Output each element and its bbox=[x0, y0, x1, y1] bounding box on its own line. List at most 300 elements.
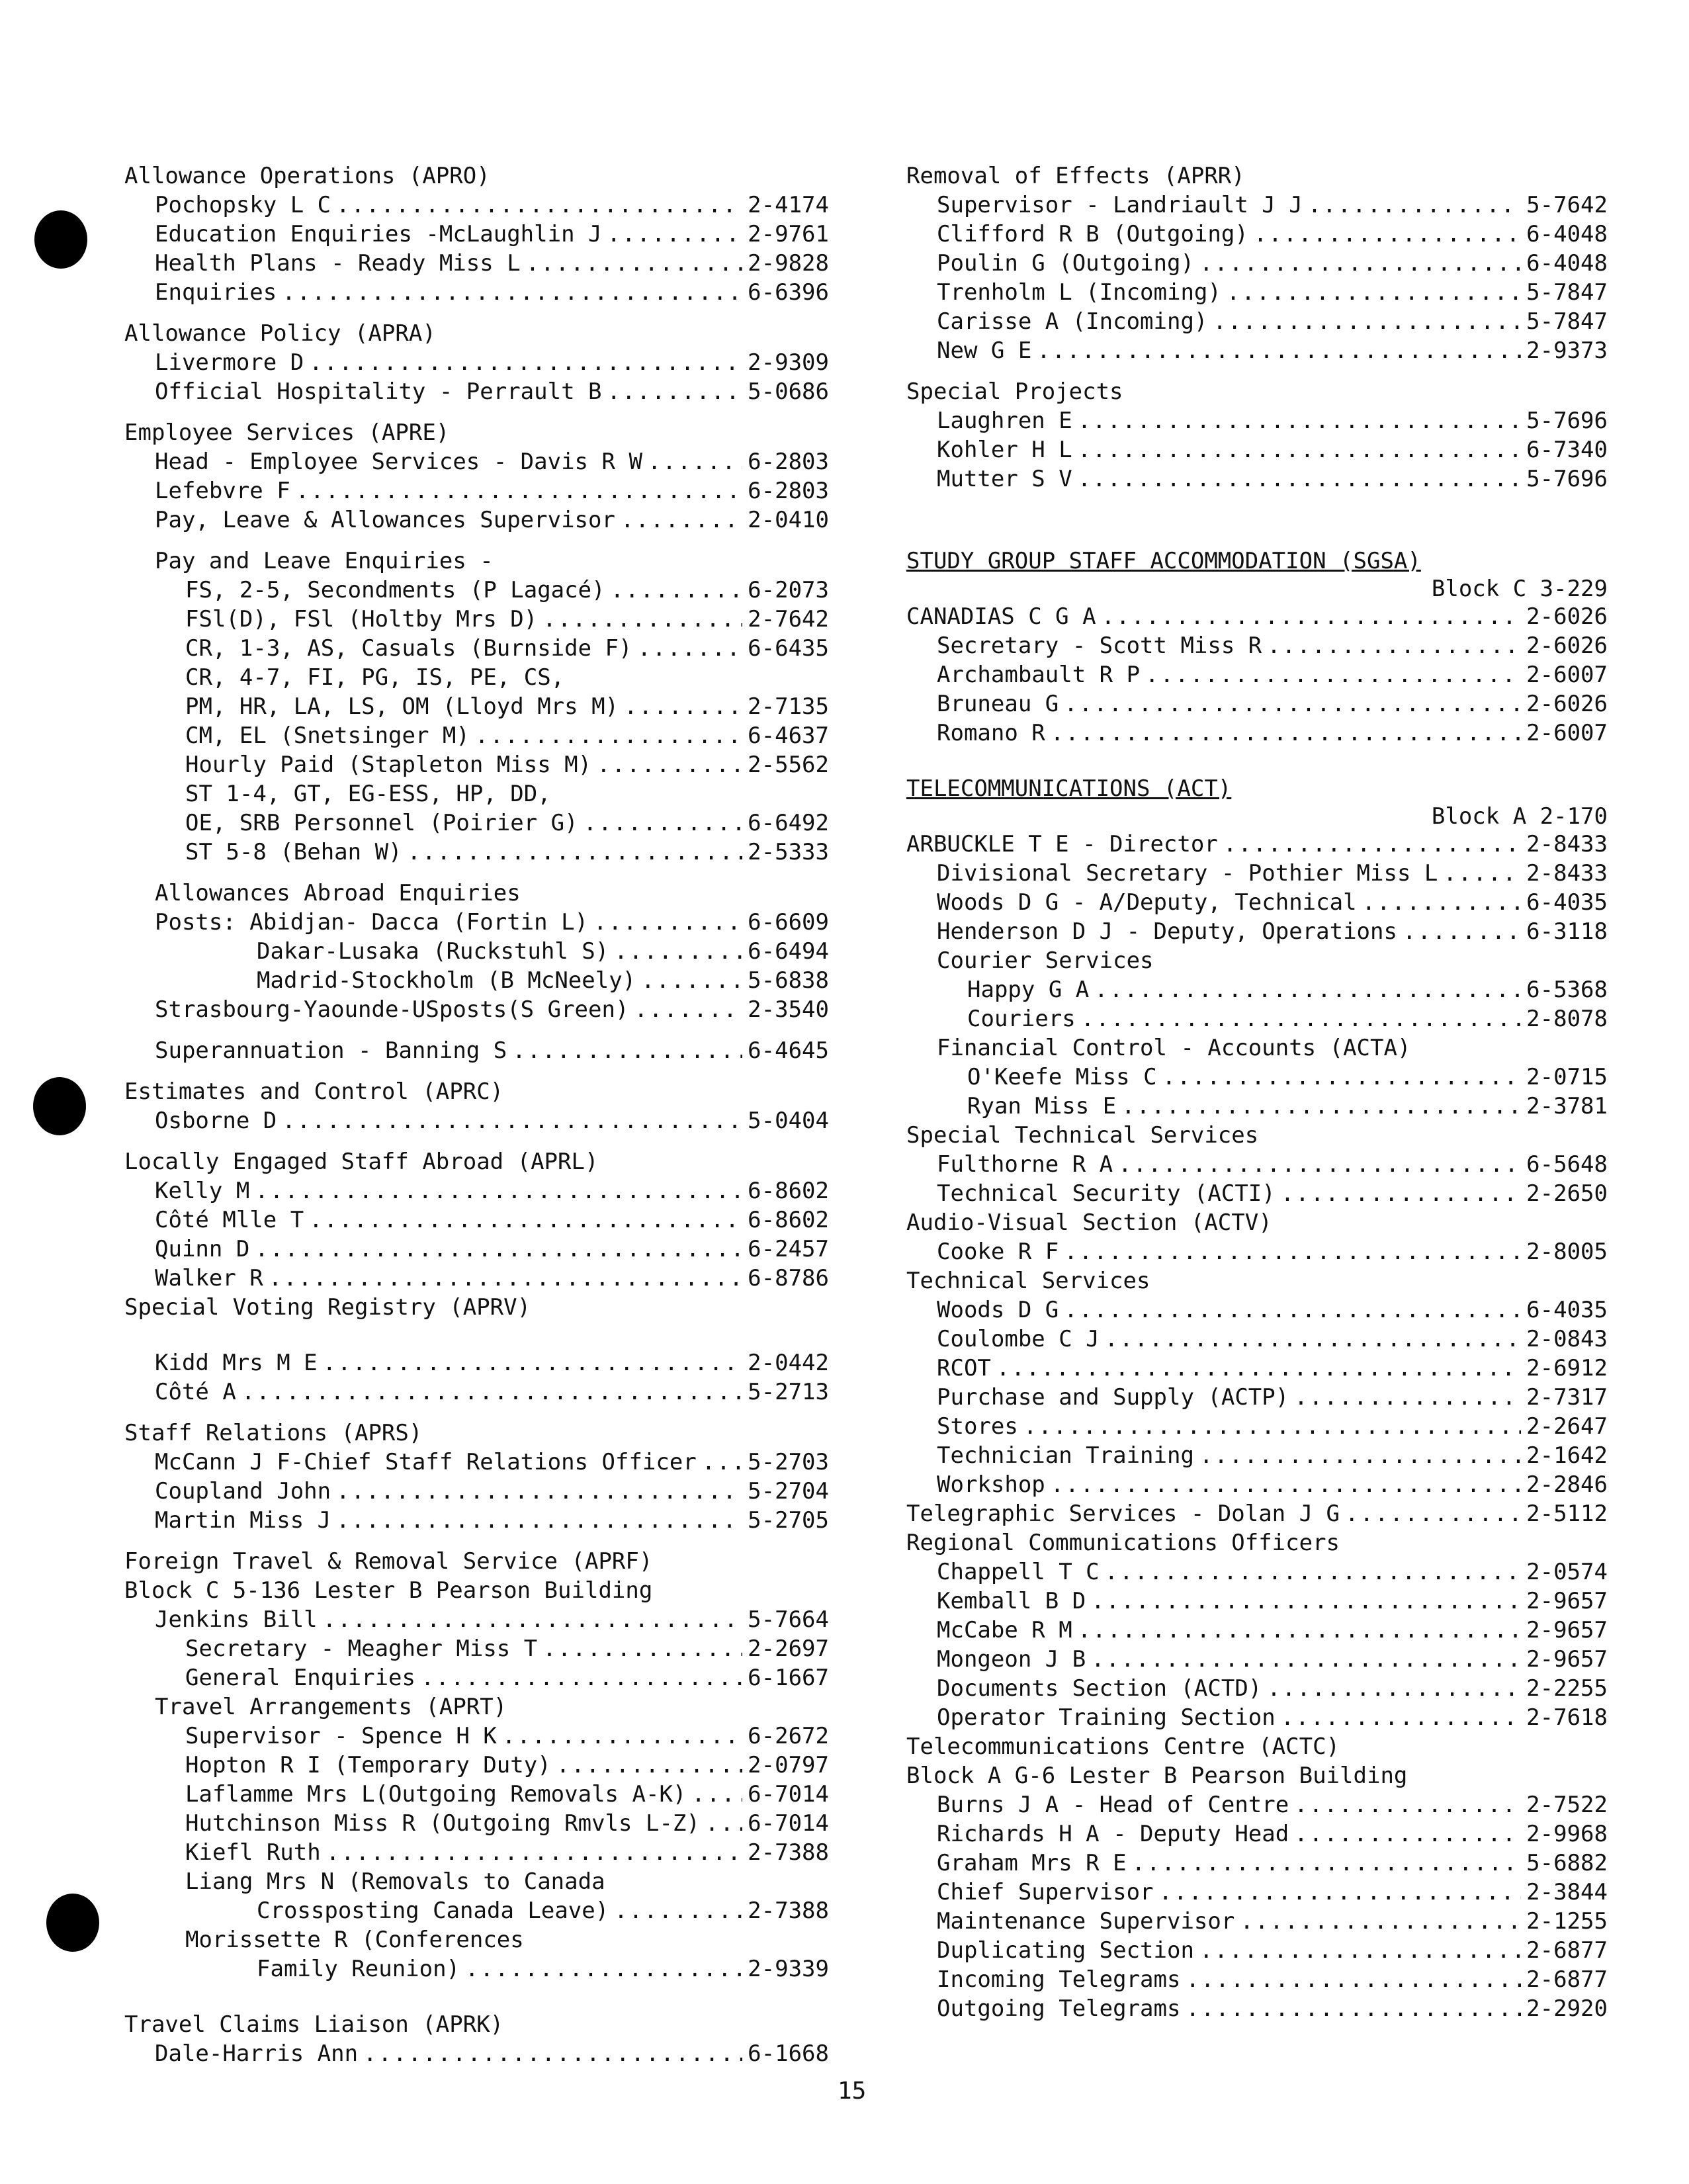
entry-name: Incoming Telegrams bbox=[937, 1966, 1181, 1993]
entry-name: Duplicating Section bbox=[937, 1937, 1194, 1964]
entry-phone: 2-2920 bbox=[1526, 1995, 1608, 2022]
leader-dots bbox=[1281, 1179, 1521, 1208]
directory-entry bbox=[124, 1506, 829, 1535]
leader-dots bbox=[702, 1448, 742, 1477]
section-heading: Technical Services bbox=[906, 1268, 1150, 1294]
entry-name: General Enquiries bbox=[185, 1665, 415, 1691]
punch-hole-bottom bbox=[46, 1894, 99, 1952]
entry-phone: 2-2647 bbox=[1526, 1413, 1608, 1440]
leader-dots bbox=[597, 750, 742, 779]
directory-entry bbox=[906, 1004, 1608, 1033]
directory-entry bbox=[906, 1936, 1608, 1965]
leader-dots bbox=[1240, 1907, 1521, 1936]
entry-name: Poulin G (Outgoing) bbox=[937, 250, 1194, 277]
leader-dots bbox=[241, 1377, 742, 1407]
punch-hole-top bbox=[34, 210, 87, 269]
section-heading: Pay and Leave Enquiries - bbox=[155, 548, 494, 574]
directory-entry bbox=[124, 1205, 829, 1235]
entry-name: Documents Section (ACTD) bbox=[937, 1675, 1262, 1702]
entry-phone: 2-5112 bbox=[1526, 1501, 1608, 1527]
directory-entry bbox=[124, 1605, 829, 1634]
directory-entry bbox=[906, 1994, 1608, 2023]
directory-entry bbox=[124, 505, 829, 535]
leader-dots bbox=[1443, 859, 1521, 888]
section-heading: Locally Engaged Staff Abroad (APRL) bbox=[124, 1149, 599, 1175]
entry-name: Ryan Miss E bbox=[967, 1093, 1117, 1119]
spacer bbox=[906, 520, 1608, 546]
entry-name: RCOT bbox=[937, 1355, 991, 1381]
entry-name: Côté Mlle T bbox=[155, 1207, 304, 1233]
entry-name: Coulombe C J bbox=[937, 1326, 1100, 1352]
directory-entry bbox=[906, 1325, 1608, 1354]
spacer bbox=[906, 494, 1608, 520]
entry-phone: 6-8602 bbox=[748, 1207, 829, 1233]
leader-dots bbox=[512, 1036, 742, 1065]
directory-entry bbox=[906, 191, 1608, 220]
entry-name: Supervisor - Spence H K bbox=[185, 1723, 497, 1749]
directory-entry bbox=[906, 1063, 1608, 1092]
leader-dots bbox=[1064, 1237, 1521, 1266]
entry-name: Woods D G - A/Deputy, Technical bbox=[937, 889, 1357, 916]
entry-phone: 6-8786 bbox=[748, 1265, 829, 1291]
directory-entry bbox=[906, 1499, 1608, 1528]
directory-entry bbox=[906, 1674, 1608, 1703]
entry-name: Maintenance Supervisor bbox=[937, 1908, 1235, 1935]
entry-phone: 2-6026 bbox=[1526, 603, 1608, 630]
entry-phone: 2-2846 bbox=[1526, 1471, 1608, 1498]
entry-phone: 5-0404 bbox=[748, 1108, 829, 1134]
leader-dots bbox=[1308, 191, 1521, 220]
leader-dots bbox=[1223, 830, 1521, 859]
directory-entry bbox=[906, 1587, 1608, 1616]
leader-dots bbox=[1105, 1557, 1522, 1587]
leader-dots bbox=[1227, 278, 1521, 307]
entry-phone: 2-0715 bbox=[1526, 1064, 1608, 1090]
directory-entry bbox=[124, 634, 829, 663]
leader-dots bbox=[1345, 1499, 1521, 1528]
leader-dots bbox=[1199, 249, 1521, 278]
directory-entry bbox=[124, 1896, 829, 1925]
spacer bbox=[124, 307, 829, 319]
leader-dots bbox=[1267, 1674, 1521, 1703]
leader-dots bbox=[465, 1954, 742, 1984]
directory-entry bbox=[124, 692, 829, 721]
entry-name: Kidd Mrs M E bbox=[155, 1350, 318, 1376]
entry-name: Strasbourg-Yaounde-USposts(S Green) bbox=[155, 996, 629, 1023]
leader-dots bbox=[1051, 1470, 1521, 1499]
section-heading: Removal of Effects (APRR) bbox=[906, 163, 1245, 189]
entry-name: OE, SRB Personnel (Poirier G) bbox=[185, 810, 578, 836]
entry-name: Hutchinson Miss R (Outgoing Rmvls L-Z) bbox=[185, 1810, 700, 1837]
leader-dots bbox=[502, 1722, 742, 1751]
leader-dots bbox=[421, 1663, 742, 1692]
leader-dots bbox=[1105, 1325, 1522, 1354]
leader-dots bbox=[1081, 1004, 1521, 1033]
entry-name: Family Reunion) bbox=[257, 1956, 460, 1982]
section-heading: TELECOMMUNICATIONS (ACT) bbox=[906, 775, 1232, 802]
entry-phone: 2-8005 bbox=[1526, 1239, 1608, 1265]
entry-phone: 5-7696 bbox=[1526, 466, 1608, 492]
directory-entry bbox=[906, 631, 1608, 660]
entry-name: Henderson D J - Deputy, Operations bbox=[937, 918, 1397, 945]
directory-entry bbox=[906, 1849, 1608, 1878]
directory-entry bbox=[906, 602, 1608, 631]
entry-phone: 2-9339 bbox=[748, 1956, 829, 1982]
entry-name: Carisse A (Incoming) bbox=[937, 308, 1208, 335]
leader-dots bbox=[1091, 1587, 1521, 1616]
section-heading: Regional Communications Officers bbox=[906, 1530, 1340, 1556]
entry-name: CM, EL (Snetsinger M) bbox=[185, 722, 470, 749]
entry-phone: 6-4035 bbox=[1526, 1297, 1608, 1323]
entry-phone: 2-0442 bbox=[748, 1350, 829, 1376]
directory-entry bbox=[124, 966, 829, 995]
leader-dots bbox=[363, 2039, 742, 2068]
leader-dots bbox=[1186, 1965, 1521, 1994]
location-note: Block A 2-170 bbox=[1431, 803, 1608, 830]
directory-entry bbox=[906, 1295, 1608, 1325]
directory-entry bbox=[906, 1179, 1608, 1208]
leader-dots bbox=[638, 634, 743, 663]
entry-phone: 6-1668 bbox=[748, 2040, 829, 2067]
spacer bbox=[124, 1135, 829, 1147]
entry-phone: 2-7618 bbox=[1526, 1704, 1608, 1731]
directory-entry bbox=[124, 1477, 829, 1506]
leader-dots bbox=[1037, 336, 1521, 365]
spacer bbox=[124, 867, 829, 879]
entry-phone: 2-0797 bbox=[748, 1752, 829, 1778]
entry-phone: 2-9309 bbox=[748, 349, 829, 376]
entry-name: Enquiries bbox=[155, 279, 277, 306]
entry-phone: 2-8433 bbox=[1526, 831, 1608, 857]
directory-entry bbox=[124, 1954, 829, 1984]
directory-entry bbox=[906, 1557, 1608, 1587]
entry-phone: 6-4637 bbox=[748, 722, 829, 749]
entry-phone: 6-4035 bbox=[1526, 889, 1608, 916]
entry-name: Purchase and Supply (ACTP) bbox=[937, 1384, 1289, 1411]
entry-name: Official Hospitality - Perrault B bbox=[155, 378, 602, 405]
entry-phone: 2-2697 bbox=[748, 1636, 829, 1662]
section-heading: Special Projects bbox=[906, 378, 1123, 405]
leader-dots bbox=[296, 476, 742, 505]
directory-entry bbox=[906, 464, 1608, 494]
leader-dots bbox=[336, 1477, 742, 1506]
leader-dots bbox=[607, 377, 743, 406]
directory-entry bbox=[906, 249, 1608, 278]
entry-name: CR, 1-3, AS, Casuals (Burnside F) bbox=[185, 635, 632, 662]
directory-entry bbox=[124, 1036, 829, 1065]
leader-dots bbox=[1281, 1703, 1521, 1732]
leader-dots bbox=[1294, 1383, 1521, 1412]
leader-dots bbox=[556, 1751, 742, 1780]
directory-entry bbox=[124, 476, 829, 505]
directory-entry bbox=[124, 937, 829, 966]
directory-entry bbox=[124, 249, 829, 278]
entry-phone: 2-9761 bbox=[748, 221, 829, 247]
entry-phone: 5-2705 bbox=[748, 1507, 829, 1534]
entry-name: Workshop bbox=[937, 1471, 1045, 1498]
entry-name: Posts: Abidjan- Dacca (Fortin L) bbox=[155, 909, 589, 936]
leader-dots bbox=[323, 1605, 743, 1634]
entry-phone: 5-7664 bbox=[748, 1606, 829, 1633]
entry-name: Jenkins Bill bbox=[155, 1606, 318, 1633]
leader-dots bbox=[1078, 1616, 1521, 1645]
leader-dots bbox=[1362, 888, 1522, 917]
entry-phone: 2-6877 bbox=[1526, 1937, 1608, 1964]
leader-dots bbox=[255, 1235, 742, 1264]
directory-entry bbox=[906, 1878, 1608, 1907]
section-heading: Foreign Travel & Removal Service (APRF) bbox=[124, 1548, 653, 1575]
entry-name: Burns J A - Head of Centre bbox=[937, 1792, 1289, 1818]
leader-dots bbox=[1267, 631, 1521, 660]
entry-phone: 6-7340 bbox=[1526, 437, 1608, 463]
spacer bbox=[906, 748, 1608, 774]
leader-dots bbox=[323, 1348, 743, 1377]
entry-phone: 6-5648 bbox=[1526, 1151, 1608, 1178]
directory-entry bbox=[906, 689, 1608, 719]
entry-name: Archambault R P bbox=[937, 662, 1141, 688]
leader-dots bbox=[309, 1205, 742, 1235]
left-column bbox=[124, 161, 829, 2068]
directory-entry bbox=[124, 191, 829, 220]
leader-dots bbox=[1254, 220, 1521, 249]
punch-hole-middle bbox=[33, 1077, 86, 1135]
directory-entry bbox=[124, 576, 829, 605]
leader-dots bbox=[1091, 1645, 1521, 1674]
leader-dots bbox=[336, 191, 742, 220]
directory-entry bbox=[124, 605, 829, 634]
entry-phone: 2-6026 bbox=[1526, 691, 1608, 717]
leader-dots bbox=[1199, 1936, 1521, 1965]
section-heading: Liang Mrs N (Removals to Canada bbox=[185, 1868, 605, 1895]
entry-phone: 6-6435 bbox=[748, 635, 829, 662]
entry-phone: 2-1255 bbox=[1526, 1908, 1608, 1935]
entry-phone: 2-3781 bbox=[1526, 1093, 1608, 1119]
spacer bbox=[124, 1024, 829, 1036]
section-heading: Block A G-6 Lester B Pearson Building bbox=[906, 1763, 1408, 1789]
section-heading: Special Technical Services bbox=[906, 1122, 1259, 1149]
leader-dots bbox=[1051, 719, 1521, 748]
directory-entry bbox=[124, 721, 829, 750]
directory-entry bbox=[906, 888, 1608, 917]
entry-phone: 2-6026 bbox=[1526, 633, 1608, 659]
entry-name: Fulthorne R A bbox=[937, 1151, 1113, 1178]
entry-phone: 6-6494 bbox=[748, 938, 829, 965]
spacer bbox=[124, 535, 829, 546]
leader-dots bbox=[705, 1809, 742, 1838]
entry-phone: 6-6609 bbox=[748, 909, 829, 936]
entry-phone: 2-8433 bbox=[1526, 860, 1608, 887]
directory-entry bbox=[906, 830, 1608, 859]
entry-name: Superannuation - Banning S bbox=[155, 1037, 507, 1064]
leader-dots bbox=[282, 1106, 742, 1135]
entry-name: Crossposting Canada Leave) bbox=[257, 1898, 609, 1924]
entry-name: Mutter S V bbox=[937, 466, 1072, 492]
entry-name: Coupland John bbox=[155, 1478, 331, 1505]
section-heading: Estimates and Control (APRC) bbox=[124, 1078, 504, 1105]
directory-entry bbox=[906, 435, 1608, 464]
entry-phone: 2-7388 bbox=[748, 1898, 829, 1924]
entry-phone: 5-7696 bbox=[1526, 408, 1608, 434]
entry-phone: 5-2704 bbox=[748, 1478, 829, 1505]
entry-phone: 5-6838 bbox=[748, 967, 829, 994]
entry-name: Couriers bbox=[967, 1006, 1076, 1032]
leader-dots bbox=[634, 995, 742, 1024]
entry-phone: 2-1642 bbox=[1526, 1442, 1608, 1469]
directory-entry bbox=[124, 278, 829, 307]
leader-dots bbox=[611, 576, 743, 605]
leader-dots bbox=[1213, 307, 1521, 336]
entry-phone: 2-2650 bbox=[1526, 1180, 1608, 1207]
directory-entry bbox=[124, 1377, 829, 1407]
entry-name: Mongeon J B bbox=[937, 1646, 1086, 1673]
entry-phone: 5-2713 bbox=[748, 1379, 829, 1405]
entry-phone: 6-6492 bbox=[748, 810, 829, 836]
entry-name: Outgoing Telegrams bbox=[937, 1995, 1181, 2022]
directory-entry bbox=[124, 1751, 829, 1780]
directory-entry bbox=[906, 1965, 1608, 1994]
entry-phone: 2-4174 bbox=[748, 192, 829, 218]
spacer bbox=[124, 1322, 829, 1348]
entry-name: Hourly Paid (Stapleton Miss M) bbox=[185, 752, 592, 778]
entry-phone: 6-6396 bbox=[748, 279, 829, 306]
entry-phone: 2-9968 bbox=[1526, 1821, 1608, 1847]
directory-entry bbox=[906, 917, 1608, 946]
leader-dots bbox=[1199, 1441, 1521, 1470]
directory-entry bbox=[124, 1235, 829, 1264]
directory-entry bbox=[124, 995, 829, 1024]
entry-phone: 2-9828 bbox=[748, 250, 829, 277]
entry-phone: 2-6877 bbox=[1526, 1966, 1608, 1993]
directory-entry bbox=[906, 859, 1608, 888]
entry-phone: 6-4048 bbox=[1526, 250, 1608, 277]
directory-entry bbox=[124, 1809, 829, 1838]
spacer bbox=[124, 1984, 829, 2010]
directory-entry bbox=[124, 1176, 829, 1205]
section-heading: Morissette R (Conferences bbox=[185, 1927, 524, 1953]
entry-phone: 6-7014 bbox=[748, 1781, 829, 1808]
leader-dots bbox=[1159, 1878, 1522, 1907]
entry-name: Richards H A - Deputy Head bbox=[937, 1821, 1289, 1847]
entry-name: Technical Security (ACTI) bbox=[937, 1180, 1276, 1207]
entry-name: New G E bbox=[937, 337, 1032, 364]
directory-entry bbox=[906, 1616, 1608, 1645]
leader-dots bbox=[1294, 1819, 1521, 1849]
leader-dots bbox=[1132, 1849, 1522, 1878]
entry-phone: 2-5333 bbox=[748, 839, 829, 865]
entry-name: Head - Employee Services - Davis R W bbox=[155, 449, 642, 475]
entry-phone: 6-5368 bbox=[1526, 977, 1608, 1003]
entry-name: Education Enquiries -McLaughlin J bbox=[155, 221, 602, 247]
entry-phone: 6-2803 bbox=[748, 478, 829, 504]
spacer bbox=[124, 406, 829, 418]
entry-phone: 6-1667 bbox=[748, 1665, 829, 1691]
section-heading: Allowance Policy (APRA) bbox=[124, 320, 436, 347]
entry-phone: 5-7847 bbox=[1526, 308, 1608, 335]
leader-dots bbox=[1078, 406, 1521, 435]
entry-name: Stores bbox=[937, 1413, 1018, 1440]
entry-phone: 5-7847 bbox=[1526, 279, 1608, 306]
entry-name: Osborne D bbox=[155, 1108, 277, 1134]
entry-name: Technician Training bbox=[937, 1442, 1194, 1469]
directory-entry bbox=[124, 1448, 829, 1477]
spacer bbox=[906, 365, 1608, 377]
entry-name: Clifford R B (Outgoing) bbox=[937, 221, 1248, 247]
directory-entry bbox=[906, 1907, 1608, 1936]
section-heading: Financial Control - Accounts (ACTA) bbox=[937, 1035, 1411, 1061]
section-heading: ST 1-4, GT, EG-ESS, HP, DD, bbox=[185, 781, 551, 807]
leader-dots bbox=[1403, 917, 1521, 946]
entry-name: Quinn D bbox=[155, 1236, 250, 1262]
leader-dots bbox=[526, 249, 742, 278]
entry-phone: 2-7135 bbox=[748, 693, 829, 720]
entry-name: Secretary - Meagher Miss T bbox=[185, 1636, 538, 1662]
entry-phone: 2-9657 bbox=[1526, 1588, 1608, 1614]
entry-name: ST 5-8 (Behan W) bbox=[185, 839, 402, 865]
directory-entry bbox=[124, 1838, 829, 1867]
entry-name: Kelly M bbox=[155, 1178, 250, 1204]
entry-name: Lefebvre F bbox=[155, 478, 290, 504]
entry-phone: 2-9657 bbox=[1526, 1646, 1608, 1673]
section-heading: Allowances Abroad Enquiries bbox=[155, 880, 521, 906]
entry-phone: 6-2803 bbox=[748, 449, 829, 475]
entry-phone: 2-7642 bbox=[748, 606, 829, 633]
leader-dots bbox=[996, 1354, 1521, 1383]
directory-entry bbox=[906, 1790, 1608, 1819]
entry-phone: 6-2672 bbox=[748, 1723, 829, 1749]
leader-dots bbox=[614, 937, 742, 966]
entry-phone: 5-7642 bbox=[1526, 192, 1608, 218]
directory-entry bbox=[906, 1703, 1608, 1732]
entry-name: Côté A bbox=[155, 1379, 236, 1405]
entry-phone: 6-7014 bbox=[748, 1810, 829, 1837]
directory-entry bbox=[906, 406, 1608, 435]
entry-name: Health Plans - Ready Miss L bbox=[155, 250, 521, 277]
leader-dots bbox=[255, 1176, 742, 1205]
entry-name: McCann J F-Chief Staff Relations Officer bbox=[155, 1449, 697, 1475]
leader-dots bbox=[614, 1896, 742, 1925]
entry-phone: 6-8602 bbox=[748, 1178, 829, 1204]
entry-name: Woods D G bbox=[937, 1297, 1059, 1323]
leader-dots bbox=[691, 1780, 742, 1809]
entry-name: Divisional Secretary - Pothier Miss L bbox=[937, 860, 1438, 887]
directory-entry bbox=[124, 1663, 829, 1692]
entry-phone: 2-0410 bbox=[748, 507, 829, 533]
leader-dots bbox=[408, 838, 743, 867]
entry-name: Madrid-Stockholm (B McNeely) bbox=[257, 967, 636, 994]
directory-entry bbox=[906, 307, 1608, 336]
directory-entry bbox=[124, 1106, 829, 1135]
entry-name: Livermore D bbox=[155, 349, 304, 376]
directory-entry bbox=[906, 1441, 1608, 1470]
directory-entry bbox=[906, 336, 1608, 365]
leader-dots bbox=[641, 966, 742, 995]
directory-entry bbox=[906, 1092, 1608, 1121]
entry-phone: 2-9657 bbox=[1526, 1617, 1608, 1643]
leader-dots bbox=[621, 505, 742, 535]
entry-name: Laflamme Mrs L(Outgoing Removals A-K) bbox=[185, 1781, 687, 1808]
entry-name: Dakar-Lusaka (Ruckstuhl S) bbox=[257, 938, 609, 965]
entry-phone: 2-0843 bbox=[1526, 1326, 1608, 1352]
entry-name: Hopton R I (Temporary Duty) bbox=[185, 1752, 551, 1778]
entry-name: Kohler H L bbox=[937, 437, 1072, 463]
directory-entry bbox=[906, 220, 1608, 249]
directory-entry bbox=[124, 750, 829, 779]
directory-entry bbox=[124, 838, 829, 867]
leader-dots bbox=[1064, 1295, 1521, 1325]
entry-phone: 2-8078 bbox=[1526, 1006, 1608, 1032]
entry-name: Secretary - Scott Miss R bbox=[937, 633, 1262, 659]
entry-phone: 2-3844 bbox=[1526, 1879, 1608, 1905]
